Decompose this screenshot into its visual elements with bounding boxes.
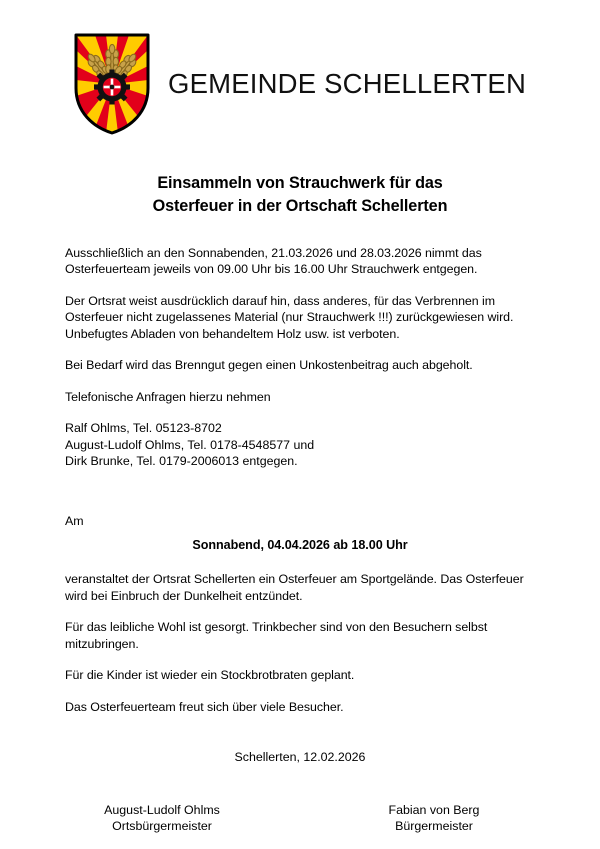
paragraph-event-details: veranstaltet der Ortsrat Schellerten ein Osterfeuer am Sportgelände. Das Osterfeuer wird bei Einbruch der Dunkelheit entzündet. [65,572,524,603]
document-title-line-1: Einsammeln von Strauchwerk für das [157,174,443,192]
contact-item: August-Ludolf Ohlms, Tel. 0178-4548577 und [65,437,315,452]
contact-item: Ralf Ohlms, Tel. 05123-8702 [65,421,222,436]
paragraph-allowed-material: Der Ortsrat weist ausdrücklich darauf hin, dass anderes, für das Verbrennen im Osterfeuer nicht zugelassenes Material (nur Strauchwerk !!!) zurückgewiesen wird. Unbefugtes Abladen von behandeltem Holz usw. ist verboten. [65,293,514,341]
paragraph-children-activity: Für die Kinder ist wieder ein Stockbrotbraten geplant. [65,668,355,683]
signature-buergermeister [359,802,509,835]
signature-block [65,802,535,835]
spacer [65,405,535,420]
crest-container [62,32,162,136]
paragraph-closing: Das Osterfeuerteam freut sich über viele Besucher. [65,699,344,714]
document-body [65,172,535,835]
paragraph-phone-intro: Telefonische Anfragen hierzu nehmen [65,389,271,404]
document-title [65,172,535,219]
coat-of-arms-icon [73,32,151,136]
place-and-date: Schellerten, 12.02.2026 [234,750,366,765]
document-header [0,24,600,144]
contact-item: Dirk Brunke, Tel. 0179-2006013 entgegen. [65,454,298,469]
paragraph-collection-dates: Ausschließlich an den Sonnabenden, 21.03.2026 und 28.03.2026 nimmt das Osterfeuerteam jeweils von 09.00 Uhr bis 16.00 Uhr Strauchwerk entgegen. [65,245,482,277]
contact-list [65,420,535,470]
paragraph-refreshments: Für das leibliche Wohl ist gesorgt. Trinkbecher sind von den Besuchern selbst mitzubringen. [65,620,488,651]
signature-name: August-Ludolf Ohlms [104,802,220,817]
paragraph-pickup-service: Bei Bedarf wird das Brenngut gegen einen Unkostenbeitrag auch abgeholt. [65,358,473,373]
signature-role: Ortsbürgermeister [112,819,212,834]
signature-role: Bürgermeister [395,819,473,834]
spacer [65,485,535,513]
event-datetime: Sonnabend, 04.04.2026 ab 18.00 Uhr [192,538,408,553]
municipality-title: GEMEINDE SCHELLERTEN [168,68,527,100]
signature-name: Fabian von Berg [388,802,480,817]
signature-ortsbuergermeister [87,802,237,835]
am-label: Am [65,513,84,528]
document-title-line-2: Osterfeuer in der Ortschaft Schellerten [152,197,448,216]
